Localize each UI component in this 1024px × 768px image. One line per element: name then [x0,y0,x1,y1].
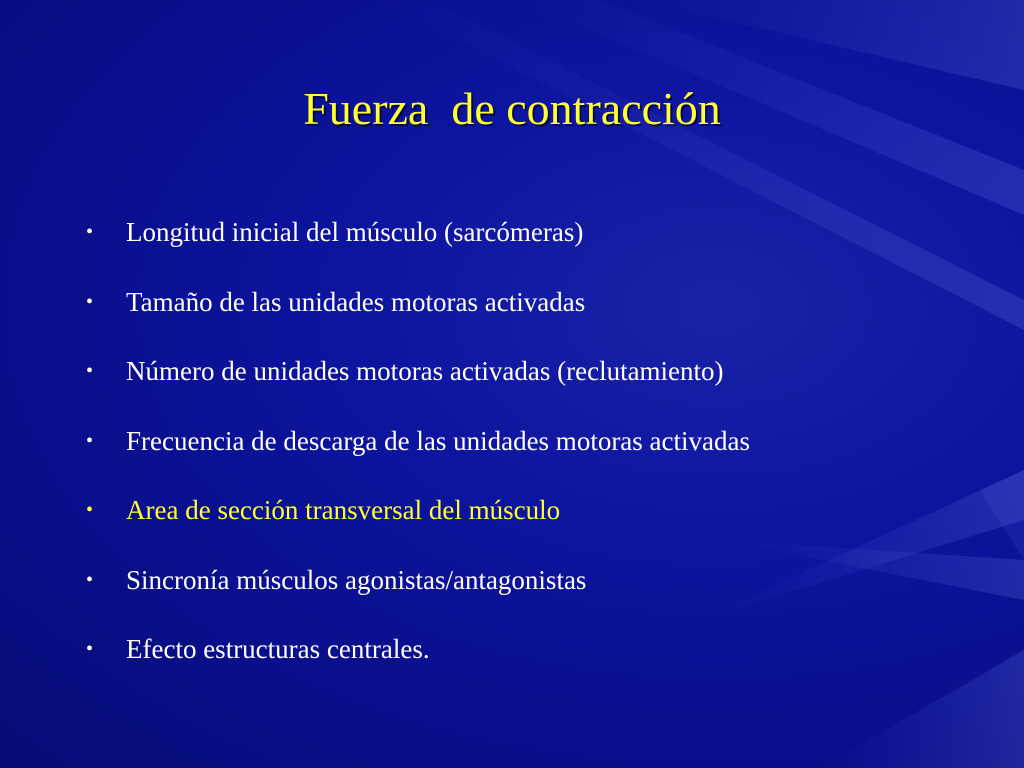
bullet-item [86,558,750,628]
bullet-text: Longitud inicial del músculo (sarcómeras) [126,217,584,247]
bullet-text: Tamaño de las unidades motoras activadas [126,286,586,317]
bullet-text: Número de unidades motoras activadas (reclutamiento) [126,356,724,386]
bullet-dot-icon: • [86,499,94,521]
bullet-text: Efecto estructuras centrales. [126,634,430,664]
bullet-dot-icon: • [86,360,94,382]
bullet-text: Sincronía músculos agonistas/antagonistas [126,564,587,595]
bullet-dot-icon: • [86,638,94,660]
bullet-text: Area de sección transversal del músculo [126,495,561,525]
bullet-item [86,210,750,280]
bullet-item [86,280,750,350]
bullet-dot-icon: • [86,568,94,591]
bullet-dot-icon: • [86,290,94,313]
bullet-item [86,419,750,489]
bullet-dot-icon: • [86,221,94,243]
slide-title: Fuerza de contracción [303,83,721,134]
bullet-text: Frecuencia de descarga de las unidades motoras activadas [126,425,750,456]
bullet-list [86,210,750,697]
bullet-item [86,349,750,419]
bullet-item [86,627,750,697]
bullet-dot-icon: • [86,429,94,452]
bullet-item [86,488,750,558]
